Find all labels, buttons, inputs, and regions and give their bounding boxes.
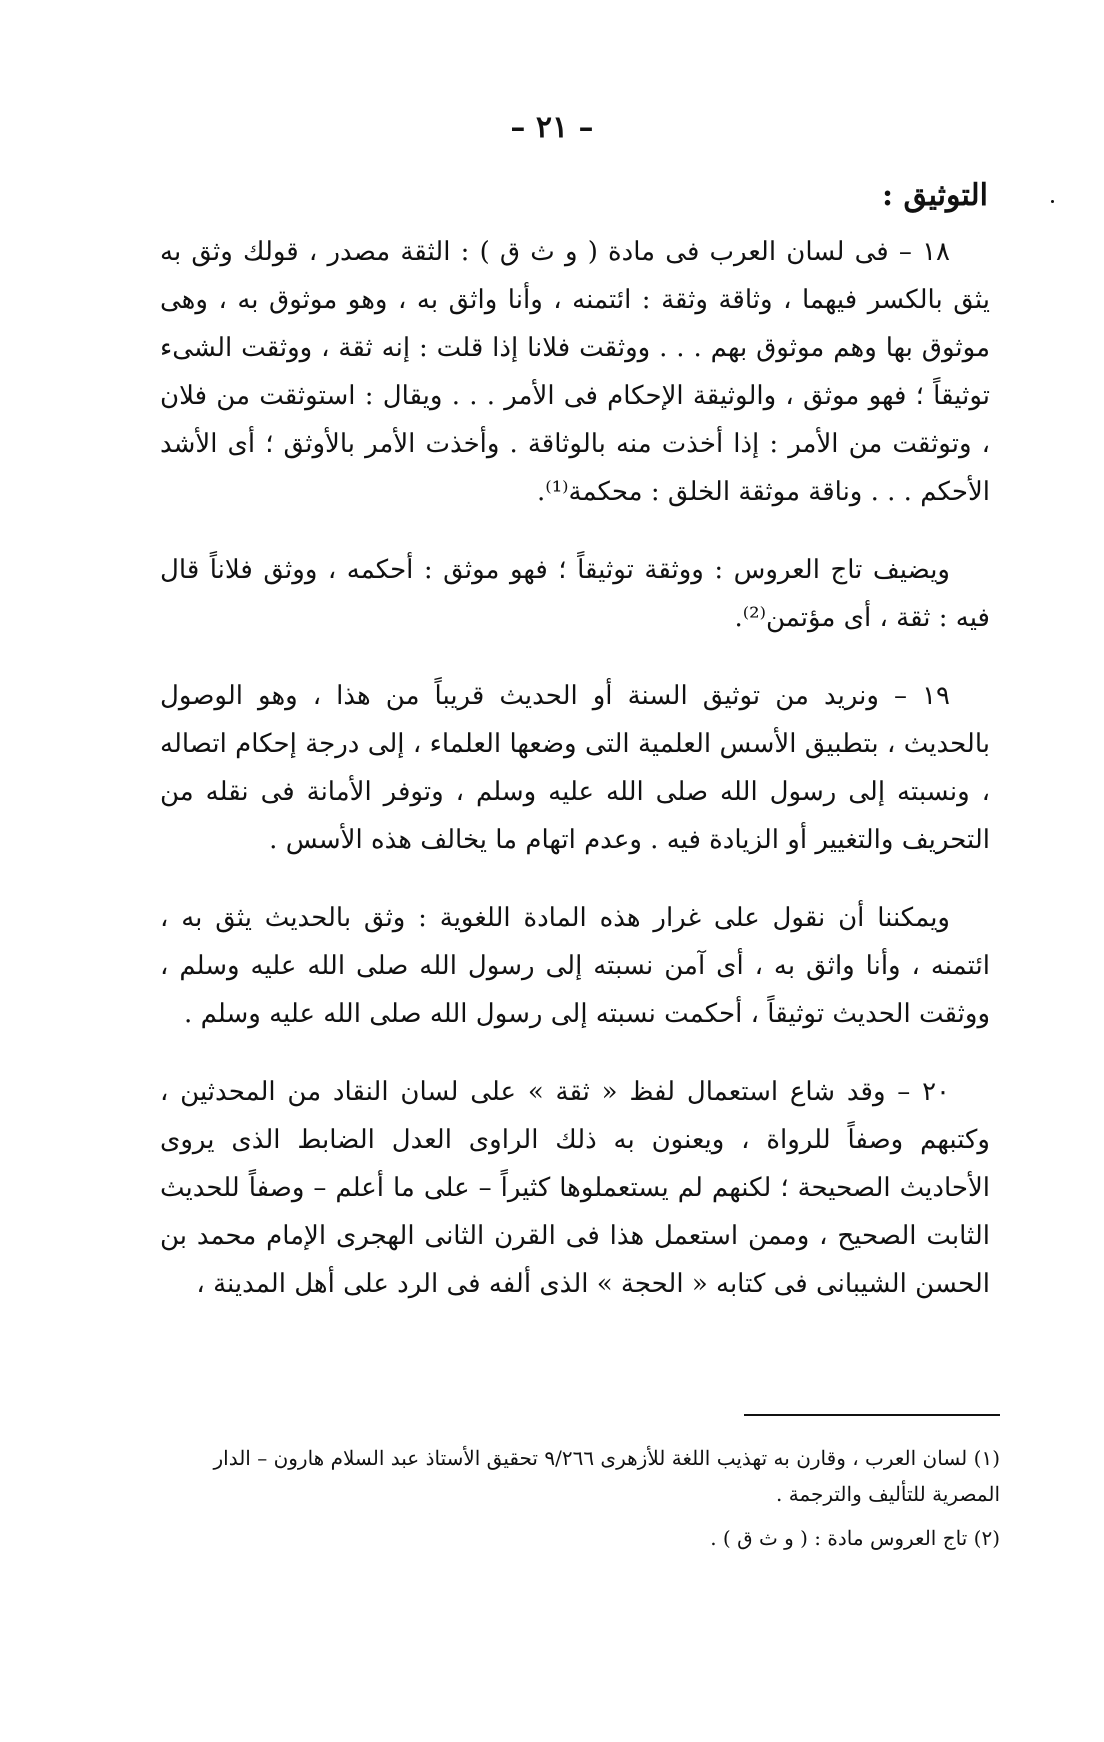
page-number: – ٢١ – [510, 110, 594, 145]
section-heading: التوثيق : [882, 178, 988, 213]
paragraph-taj-al-arus: ويضيف تاج العروس : ووثقة توثيقاً ؛ فهو موثق : أحكمه ، ووثق فلاناً قال فيه : ثقة ، أى مؤتمن⁽²⁾. [160, 555, 990, 633]
footnote-2: (٢) تاج العروس مادة : ( و ث ق ) . [710, 1526, 1000, 1550]
footnote-divider [744, 1414, 1000, 1416]
paragraph-analogy: ويمكننا أن نقول على غرار هذه المادة اللغوية : وثق بالحديث يثق به ، ائتمنه ، وأنا واثق به ، أى آمن نسبته إلى رسول الله صلى الله عليه وسلم ، ووثقت الحديث توثيقاً ، أحكمت نسبته إلى رسول الله صلى الله عليه وسلم . [160, 903, 990, 1029]
paragraph-19: ١٩ – ونريد من توثيق السنة أو الحديث قريباً من هذا ، وهو الوصول بالحديث ، بتطبيق الأسس العلمية التى وضعها العلماء ، إلى درجة إحكام اتصاله ، ونسبته إلى رسول الله صلى الله عليه وسلم ، وتوفر الأمانة فى نقله من التحريف والتغيير أو الزيادة فيه . وعدم اتهام ما يخالف هذه الأسس . [160, 681, 990, 855]
main-text [160, 228, 990, 1308]
footnotes [160, 1440, 1000, 1556]
stray-mark [1051, 200, 1054, 203]
footnote-1: (١) لسان العرب ، وقارن به تهذيب اللغة للأزهرى ٩/٢٦٦ تحقيق الأستاذ عبد السلام هارون – الدار المصرية للتأليف والترجمة . [213, 1446, 1000, 1506]
paragraph-20: ٢٠ – وقد شاع استعمال لفظ « ثقة » على لسان النقاد من المحدثين ، وكتبهم وصفاً للرواة ، ويعنون به ذلك الراوى العدل الضابط الذى يروى الأحاديث الصحيحة ؛ لكنهم لم يستعملوها كثيراً – على ما أعلم – وصفاً للحديث الثابت الصحيح ، وممن استعمل هذا فى القرن الثانى الهجرى الإمام محمد بن الحسن الشيبانى فى كتابه « الحجة » الذى ألفه فى الرد على أهل المدينة ، [160, 1077, 990, 1299]
paragraph-18: ١٨ – فى لسان العرب فى مادة ( و ث ق ) : الثقة مصدر ، قولك وثق به يثق بالكسر فيهما ، وثاقة وثقة : ائتمنه ، وأنا واثق به ، وهو موثوق به ، وهى موثوق بها وهم موثوق بهم . . . ووثقت فلانا إذا قلت : إنه ثقة ، ووثقت الشىء توثيقاً ؛ فهو موثق ، والوثيقة الإحكام فى الأمر . . . ويقال : استوثقت من فلان ، وتوثقت من الأمر : إذا أخذت منه بالوثاقة . وأخذت الأمر بالأوثق ؛ أى الأشد الأحكم . . . وناقة موثقة الخلق : محكمة⁽¹⁾. [160, 237, 990, 507]
